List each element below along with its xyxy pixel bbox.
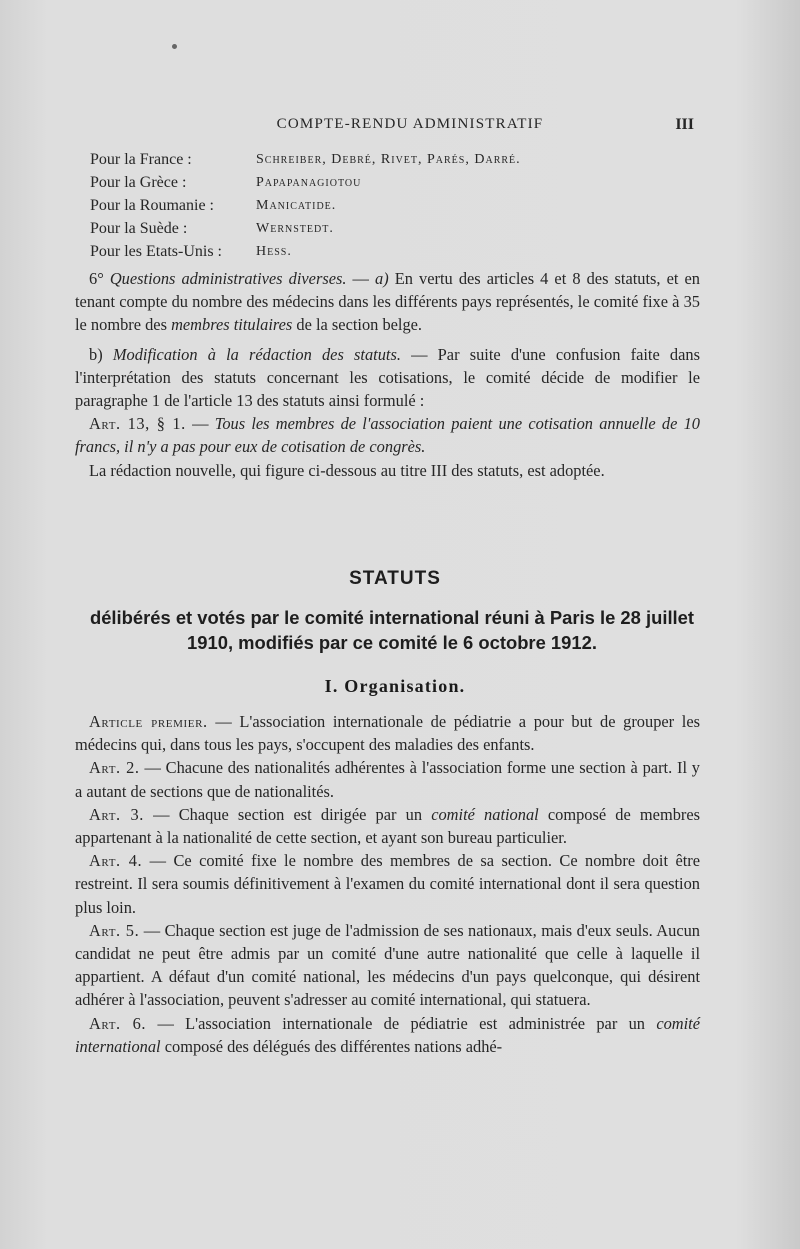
delegates-list (90, 148, 710, 263)
article-text: Chaque section est juge de l'admission de ses nationaux, mais d'eux seuls. Aucun candidat ne peut être admis par un comité d'une autre nationalité que celle à laquelle il appartient. A défaut d'un comité national, les médecins d'un pays quelconque, qui désirent adhérer à l'association, peuvent s'adresser au comité international, qui statuera. (75, 920, 701, 1010)
paragraph-art13: Art. 13, § 1. — Tous les membres de l'association paient une cotisation annuelle de 10 francs, il n'y a pas pour eux de cotisation de congrès. (75, 414, 701, 457)
statuts-subtitle: délibérés et votés par le comité international réuni à Paris le 28 juillet 1910, modifiés par ce comité le 6 octobre 1912. (89, 607, 695, 653)
article-label: Art. 2. (89, 758, 140, 778)
delegate-row (90, 240, 710, 263)
delegate-names: Papapanagiotou (256, 175, 362, 190)
delegate-country: Pour la Suède : (90, 220, 188, 237)
paragraph-text: Par suite d'une confusion faite dans l'interprétation des statuts concernant les cotisations, le comité décide de modifier le paragraphe 1 de l'article 13 des statuts ainsi formulé : (75, 344, 700, 411)
delegate-row (90, 194, 710, 217)
item-heading: Modification à la rédaction des statuts. (112, 344, 401, 364)
article-4: Art. 4. — Ce comité fixe le nombre des membres de sa section. Ce nombre doit être restreint. Il sera soumis définitivement à l'examen du comité international dont il sera question plus loin. (75, 851, 701, 917)
paragraph-text: de la section belge. (296, 315, 423, 335)
articles-text (75, 710, 700, 1058)
delegate-names: Wernstedt. (256, 221, 334, 236)
paragraph-text: En vertu des articles 4 et 8 des statuts, et en tenant compte du nombre des médecins dans les différents pays représentés, le comité fixe à 35 le nombre des (75, 269, 700, 335)
paragraph-6b: b) Modification à la rédaction des statuts. — Par suite d'une confusion faite dans l'interprétation des statuts concernant les cotisations, le comité décide de modifier le paragraphe 1 de l'article 13 des statuts ainsi formulé : (75, 344, 700, 411)
article-label: Article premier. (89, 712, 208, 731)
article-text: L'association internationale de pédiatrie est administrée par un (185, 1013, 645, 1033)
italic-term: comité international (75, 1013, 701, 1056)
item-label: a) (375, 269, 389, 288)
running-title: COMPTE-RENDU ADMINISTRATIF (276, 116, 544, 132)
section-heading: Questions administratives diverses. (109, 269, 347, 288)
ink-speck (172, 44, 177, 49)
article-text: composé des délégués des différentes nations adhé- (164, 1036, 503, 1056)
article-text: L'association internationale de pédiatrie a pour but de grouper les médecins qui, dans tous les pays, s'occupent des maladies des enfants. (75, 712, 700, 755)
delegate-country: Pour la France : (90, 151, 192, 168)
section-6-text (75, 267, 700, 482)
running-header (0, 116, 800, 138)
article-2: Art. 2. — Chacune des nationalités adhérentes à l'association forme une section à part. Il y a autant de sections que de nationalités. (75, 758, 701, 801)
delegate-row (90, 148, 710, 171)
article-label: Art. 4. (89, 851, 143, 871)
paragraph-6a: 6° Questions administratives diverses. — a) En vertu des articles 4 et 8 des statuts, et en tenant compte du nombre des médecins dans les différents pays représentés, le comité fixe à 35 le nombre des membres titulaires de la section belge. (75, 269, 700, 335)
delegate-country: Pour les Etats-Unis : (90, 243, 222, 260)
article-text: Chaque section est dirigée par un (178, 804, 423, 824)
paragraph-text: La rédaction nouvelle, qui figure ci-dessous au titre III des statuts, est adoptée. (89, 460, 605, 480)
article-text: Ce comité fixe le nombre des membres de sa section. Ce nombre doit être restreint. Il sera soumis définitivement à l'examen du comité international dont il sera question plus loin. (75, 851, 701, 917)
italic-term: comité national (431, 804, 539, 824)
article-label: Art. 6. (89, 1013, 147, 1033)
article-text: Chacune des nationalités adhérentes à l'association forme une section à part. Il y a autant de sections que de nationalités. (75, 758, 701, 801)
article-text: composé de membres appartenant à la nationalité de cette section, et ayant son bureau particulier. (75, 804, 701, 848)
delegate-names: Schreiber, Debré, Rivet, Parés, Darré. (256, 152, 521, 167)
italic-term: membres titulaires (171, 315, 293, 335)
paragraph-conclusion (75, 459, 700, 482)
delegate-row (90, 171, 710, 194)
section-title: I. Organisation. (324, 676, 466, 696)
page-number: III (675, 116, 694, 133)
delegate-names: Manicatide. (256, 198, 337, 213)
delegate-row (90, 217, 710, 240)
section-number: 6° (89, 269, 104, 288)
delegate-country: Pour la Roumanie : (90, 197, 214, 214)
article-label: Art. 5. (89, 920, 140, 940)
delegate-country: Pour la Grèce : (90, 174, 187, 191)
article-label: Art. 13, § 1. (89, 414, 186, 434)
item-label: b) (89, 344, 103, 364)
delegate-names: Hess. (256, 244, 292, 259)
article-6: Art. 6. — L'association internationale de pédiatrie est administrée par un comité international composé des délégués des différentes nations adhé- (75, 1013, 701, 1056)
article-label: Art. 3. (89, 804, 144, 824)
article-text: Tous les membres de l'association paient une cotisation annuelle de 10 francs, il n'y a pas pour eux de cotisation de congrès. (75, 414, 701, 457)
article-1: Article premier. — L'association internationale de pédiatrie a pour but de grouper les médecins qui, dans tous les pays, s'occupent des maladies des enfants. (75, 712, 700, 755)
article-3: Art. 3. — Chaque section est dirigée par un comité national composé de membres appartenant à la nationalité de cette section, et ayant son bureau particulier. (75, 804, 701, 848)
statuts-title: STATUTS (349, 568, 441, 589)
article-5: Art. 5. — Chaque section est juge de l'admission de ses nationaux, mais d'eux seuls. Aucun candidat ne peut être admis par un comité d'une autre nationalité que celle à laquelle il appartient. A défaut d'un comité national, les médecins d'un pays quelconque, qui désirent adhérer à l'association, peuvent s'adresser au comité international, qui statuera. (75, 920, 701, 1010)
